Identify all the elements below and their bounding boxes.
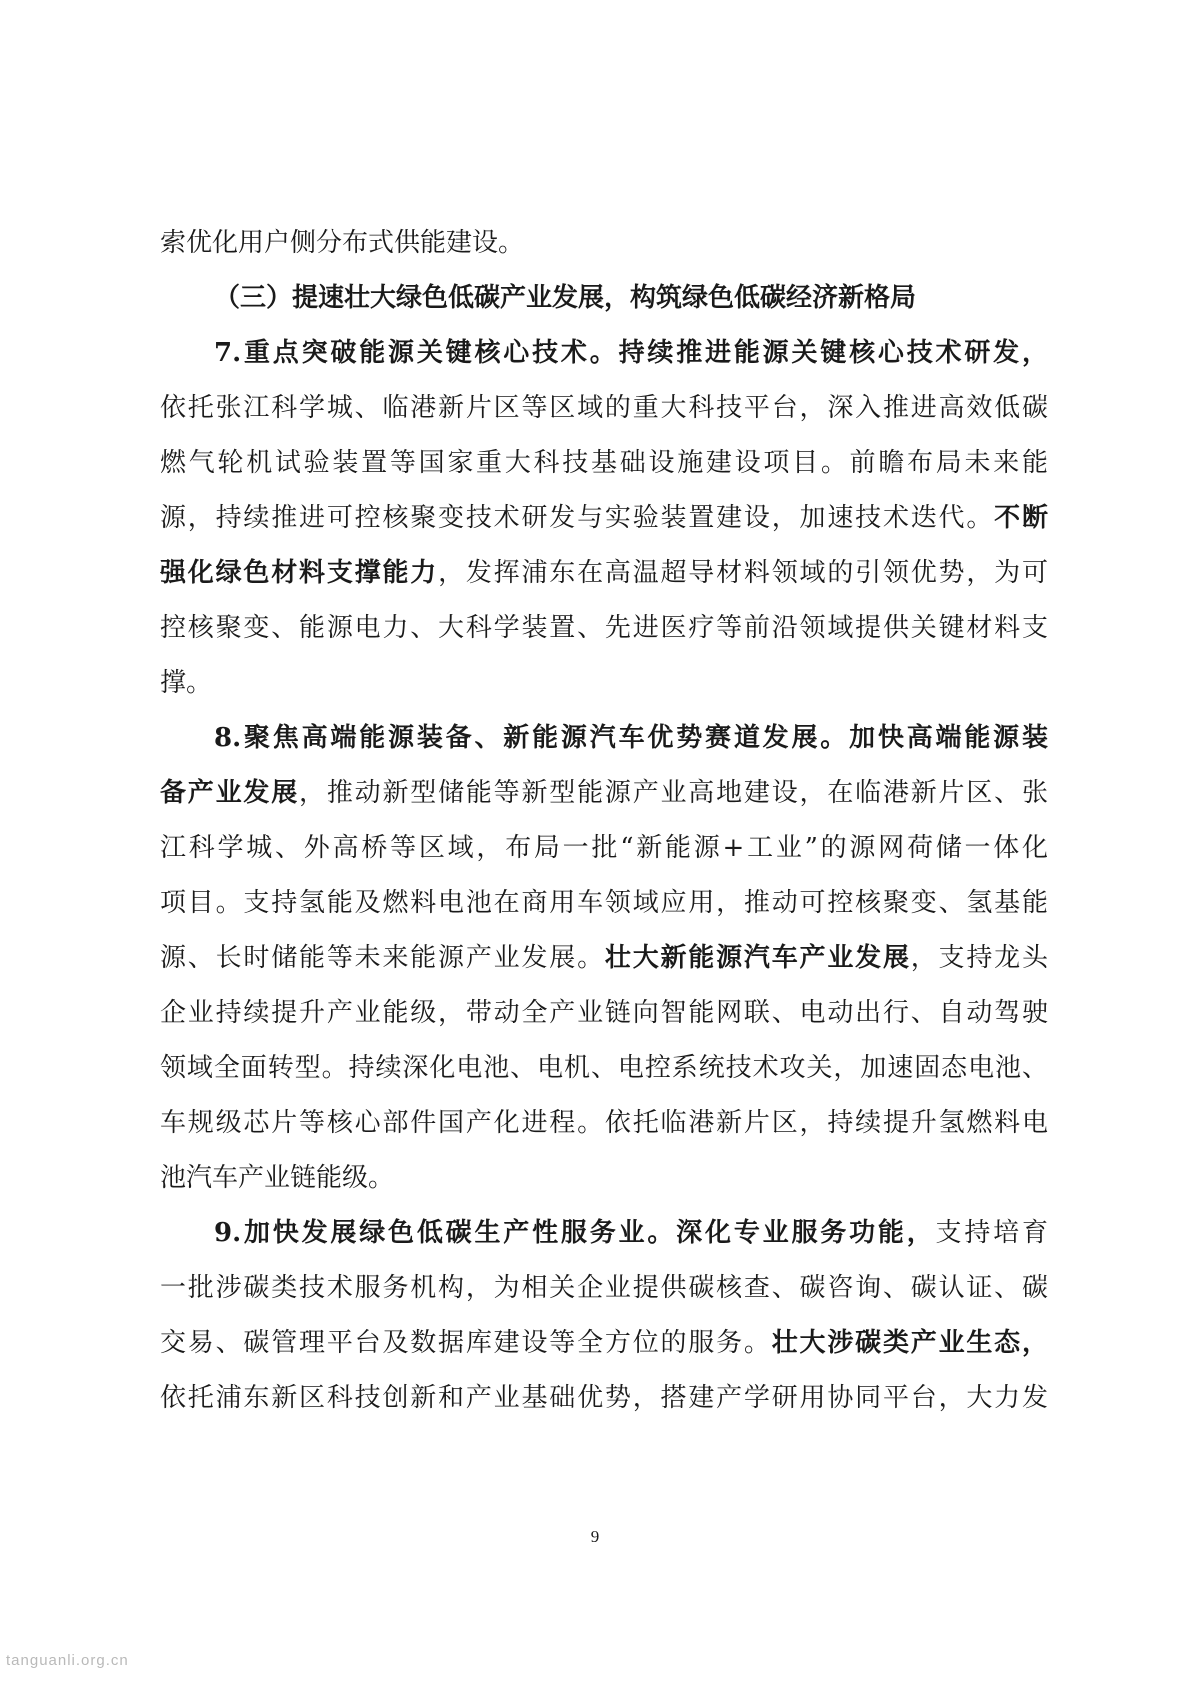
bold-run: 壮大涉碳类产业生态， bbox=[771, 1328, 1048, 1358]
paragraph-9-line bbox=[160, 1206, 1048, 1261]
bold-run: 强化绿色材料支撑能力 bbox=[160, 558, 439, 588]
bold-run: 备产业发展 bbox=[160, 778, 300, 808]
text-run: ，支持龙头 bbox=[910, 943, 1048, 973]
paragraph-8-line: 池汽车产业链能级。 bbox=[160, 1163, 395, 1193]
text-run: ，推动新型储能等新型能源产业高地建设，在临港新片区、张 bbox=[299, 778, 1048, 808]
text-run: 交易、碳管理平台及数据库建设等全方位的服务。 bbox=[160, 1328, 772, 1358]
text-run: 源，持续推进可控核聚变技术研发与实验装置建设，加速技术迭代。 bbox=[160, 503, 995, 533]
paragraph-8-line: 企业持续提升产业能级，带动全产业链向智能网联、电动出行、自动驾驶 bbox=[160, 998, 1048, 1028]
watermark: tanguanli.org.cn bbox=[6, 1652, 129, 1669]
paragraph-9-line: 依托浦东新区科技创新和产业基础优势，搭建产学研用协同平台，大力发 bbox=[160, 1383, 1048, 1413]
paragraph-7-line: 控核聚变、能源电力、大科学装置、先进医疗等前沿领域提供关键材料支 bbox=[160, 613, 1048, 643]
paragraph-7-line bbox=[160, 546, 1048, 601]
paragraph-9-title: 9.加快发展绿色低碳生产性服务业。深化专业服务功能， bbox=[214, 1218, 936, 1248]
text-run: ，发挥浦东在高温超导材料领域的引领优势，为可 bbox=[438, 558, 1048, 588]
document-body bbox=[160, 216, 1048, 1426]
paragraph-8-line: 领域全面转型。持续深化电池、电机、电控系统技术攻关，加速固态电池、 bbox=[160, 1053, 1048, 1083]
text-run: 支持培育 bbox=[935, 1218, 1048, 1248]
paragraph-9-line: 一批涉碳类技术服务机构，为相关企业提供碳核查、碳咨询、碳认证、碳 bbox=[160, 1273, 1048, 1303]
page-number: 9 bbox=[590, 1527, 600, 1546]
paragraph-8-line bbox=[160, 711, 1048, 766]
bold-run: 壮大新能源汽车产业发展 bbox=[604, 943, 911, 973]
paragraph-7-line: 依托张江科学城、临港新片区等区域的重大科技平台，深入推进高效低碳 bbox=[160, 393, 1048, 423]
paragraph-8-line bbox=[160, 931, 1048, 986]
paragraph-7-line bbox=[160, 491, 1048, 546]
text-run: 源、长时储能等未来能源产业发展。 bbox=[160, 943, 605, 973]
bold-run: 不断 bbox=[994, 503, 1048, 533]
paragraph-8-line: 车规级芯片等核心部件国产化进程。依托临港新片区，持续提升氢燃料电 bbox=[160, 1108, 1048, 1138]
paragraph-7-line: 燃气轮机试验装置等国家重大科技基础设施建设项目。前瞻布局未来能 bbox=[160, 448, 1048, 478]
section-heading: （三）提速壮大绿色低碳产业发展，构筑绿色低碳经济新格局 bbox=[214, 283, 917, 313]
paragraph-7-title: 7.重点突破能源关键核心技术。持续推进能源关键核心技术研发， bbox=[214, 338, 1048, 368]
paragraph-9-line bbox=[160, 1316, 1048, 1371]
paragraph-7-line: 撑。 bbox=[160, 668, 213, 698]
paragraph-8-line: 项目。支持氢能及燃料电池在商用车领域应用，推动可控核聚变、氢基能 bbox=[160, 888, 1048, 918]
paragraph-8-line: 江科学城、外高桥等区域，布局一批“新能源+工业”的源网荷储一体化 bbox=[160, 833, 1048, 863]
paragraph-7-line bbox=[160, 326, 1048, 381]
paragraph-8-line bbox=[160, 766, 1048, 821]
text-line: 索优化用户侧分布式供能建设。 bbox=[160, 228, 525, 258]
paragraph-8-title: 8.聚焦高端能源装备、新能源汽车优势赛道发展。加快高端能源装 bbox=[214, 723, 1048, 753]
